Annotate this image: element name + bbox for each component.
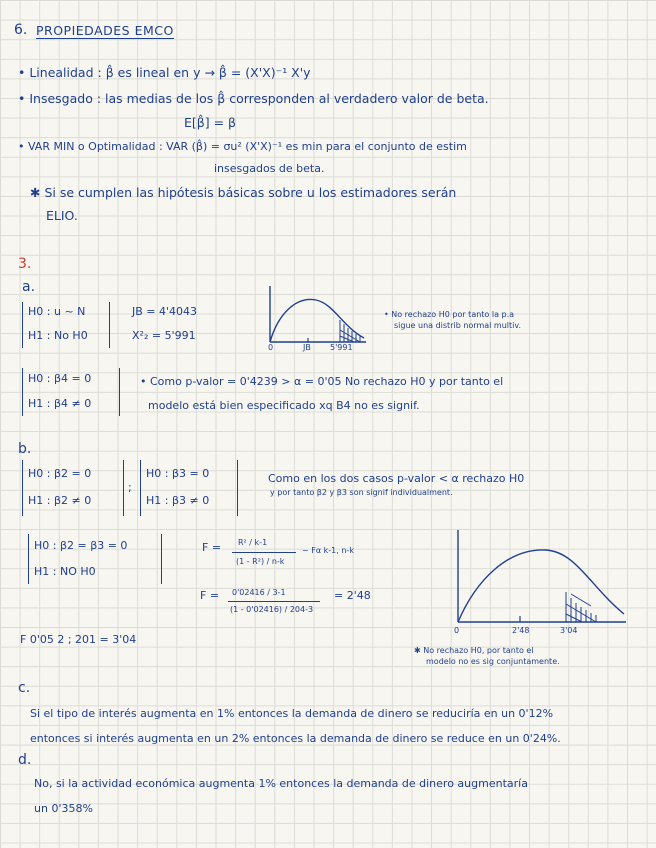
c-line2: entonces si interés augmenta en un 2% entonces la demanda de dinero se reduce en un 0'24%. [30, 732, 561, 745]
part-a-label: a. [22, 279, 36, 295]
b-separator: ; [128, 481, 132, 494]
f-calc-result: = 2'48 [334, 589, 371, 602]
b-h1-b2: H1 : β2 ≠ 0 [28, 494, 92, 507]
b-joint-note2: modelo no es sig conjuntamente. [426, 657, 560, 666]
d-line1: No, si la actividad económica augmenta 1% entonces la demanda de dinero augmentaría [34, 777, 528, 790]
f-axis-crit: 3'04 [560, 626, 578, 635]
prop-conclusion: ✱ Si se cumplen las hipótesis básicas sobre u los estimadores serán [30, 185, 457, 200]
a-h0-b4: H0 : β4 = 0 [28, 372, 92, 385]
chi-axis-zero: 0 [268, 343, 274, 352]
chi-square-curve [266, 286, 366, 348]
b-h0-b3: H0 : β3 = 0 [146, 467, 210, 480]
f-formula-num: R² / k-1 [238, 538, 268, 547]
section-title: PROPIEDADES EMCO [36, 23, 174, 38]
part-b-label: b. [18, 441, 32, 457]
prop-insesgado: • Insesgado : las medias de los β̂ corresponden al verdadero valor de beta. [18, 91, 489, 106]
prop-conclusion-cont: ELIO. [46, 208, 78, 223]
a-pvalue-line1: • Como p-valor = 0'4239 > α = 0'05 No rechazo H0 y por tanto el [140, 375, 504, 388]
a-h1: H1 : No H0 [28, 329, 88, 342]
f-axis-stat: 2'48 [512, 626, 530, 635]
prop-varmin-cont: insesgados de beta. [214, 162, 325, 175]
prop-insesgado-eq: E[β̂] = β [184, 115, 237, 130]
b-joint-note1: ✱ No rechazo H0, por tanto el [414, 646, 534, 655]
b-h0-joint: H0 : β2 = β3 = 0 [34, 539, 128, 552]
prop-varmin: • VAR MIN o Optimalidad : VAR (β̂) = σu² (X'X)⁻¹ es min para el conjunto de estim [18, 140, 467, 153]
f-formula-bar [232, 552, 296, 553]
f-distribution-curve [450, 530, 626, 626]
section-3-number: 3. [18, 256, 32, 272]
chi-axis-jb: JB [303, 343, 311, 352]
a-h0: H0 : u ~ N [28, 305, 86, 318]
c-line1: Si el tipo de interés augmenta en 1% entonces la demanda de dinero se reduciría en un 0'12% [30, 707, 554, 720]
a-note-line2: sigue una distrib normal multiv. [394, 321, 522, 330]
f-calc-bar [228, 601, 320, 602]
f-formula-lhs: F = [202, 541, 222, 554]
b-individual-line1: Como en los dos casos p-valor < α rechazo H0 [268, 472, 525, 485]
b-h1-joint: H1 : NO H0 [34, 565, 96, 578]
f-critical-value: F 0'05 2 ; 201 = 3'04 [20, 633, 137, 646]
a-chi-crit: X²₂ = 5'991 [132, 329, 196, 342]
b-h0-b2: H0 : β2 = 0 [28, 467, 92, 480]
f-formula-den: (1 - R²) / n-k [236, 557, 285, 566]
part-c-label: c. [18, 680, 31, 696]
a-h1-b4: H1 : β4 ≠ 0 [28, 397, 92, 410]
d-line2: un 0'358% [34, 802, 93, 815]
f-calc-lhs: F = [200, 589, 220, 602]
chi-axis-crit: 5'991 [330, 343, 353, 352]
b-h1-b3: H1 : β3 ≠ 0 [146, 494, 210, 507]
f-axis-zero: 0 [454, 626, 460, 635]
f-formula-dist: ~ Fα k-1, n-k [302, 546, 354, 555]
part-d-label: d. [18, 752, 32, 768]
a-note-line1: • No rechazo H0 por tanto la p.a [384, 310, 515, 319]
a-jb-value: JB = 4'4043 [132, 305, 198, 318]
prop-linealidad: • Linealidad : β̂ es lineal en y → β̂ = (X'X)⁻¹ X'y [18, 65, 311, 80]
section-number: 6. [14, 22, 28, 38]
f-calc-num: 0'02416 / 3-1 [232, 588, 286, 597]
b-individual-line2: y por tanto β2 y β3 son signif individualment. [270, 488, 453, 497]
f-calc-den: (1 - 0'02416) / 204-3 [230, 605, 314, 614]
a-pvalue-line2: modelo está bien especificado xq B4 no es signif. [148, 399, 420, 412]
